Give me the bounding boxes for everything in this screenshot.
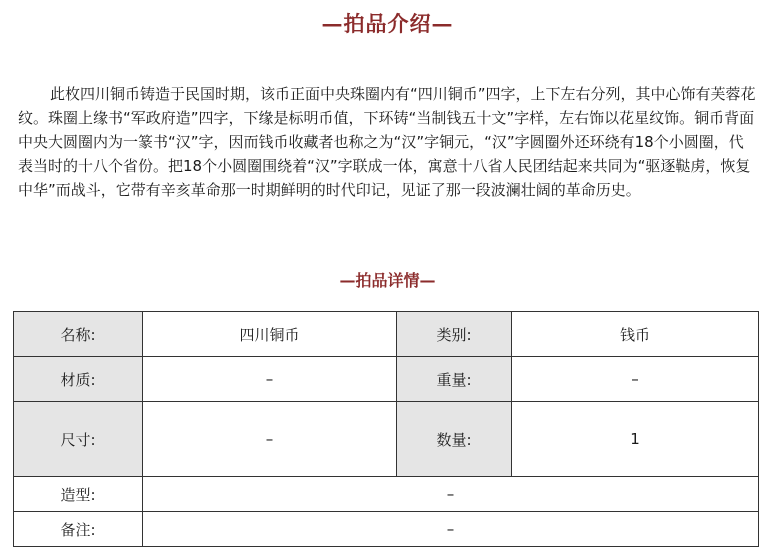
category-value: 钱币 [512,312,759,357]
notes-label: 备注: [14,512,143,547]
material-value: – [143,357,397,402]
category-label: 类别: [397,312,512,357]
material-label: 材质: [14,357,143,402]
size-label: 尺寸: [14,402,143,477]
table-row [14,312,759,357]
quantity-label: 数量: [397,402,512,477]
weight-value: – [512,357,759,402]
shape-value: – [143,477,759,512]
weight-label: 重量: [397,357,512,402]
details-table [13,311,759,547]
page-title: —拍品介绍— [321,11,454,36]
table-row [14,477,759,512]
notes-value: – [143,512,759,547]
intro-paragraph: 此枚四川铜币铸造于民国时期，该币正面中央珠圈内有“四川铜币”四字，上下左右分列，其中心饰有芙蓉花纹。珠圈上缘书“军政府造”四字，下缘是标明币值，下环铸“当制钱五十文”字样，左右饰以花星纹饰。铜币背面中央大圆圈内为一篆书“汉”字，因而钱币收藏者也称之为“汉”字铜元，“汉”字圆圈外还环绕有18个小圆圈，代表当时的十八个省份。把18个小圆圈围绕着“汉”字联成一体，寓意十八省人民团结起来共同为“驱逐鞑虏，恢复中华”而战斗，它带有辛亥革命那一时期鲜明的时代印记，见证了那一段波澜壮阔的革命历史。 [18,85,756,199]
name-label: 名称: [14,312,143,357]
details-title: —拍品详情— [339,271,436,290]
size-value: – [143,402,397,477]
table-row [14,402,759,477]
name-value: 四川铜币 [143,312,397,357]
quantity-value: 1 [512,402,759,477]
shape-label: 造型: [14,477,143,512]
table-row [14,512,759,547]
table-row [14,357,759,402]
